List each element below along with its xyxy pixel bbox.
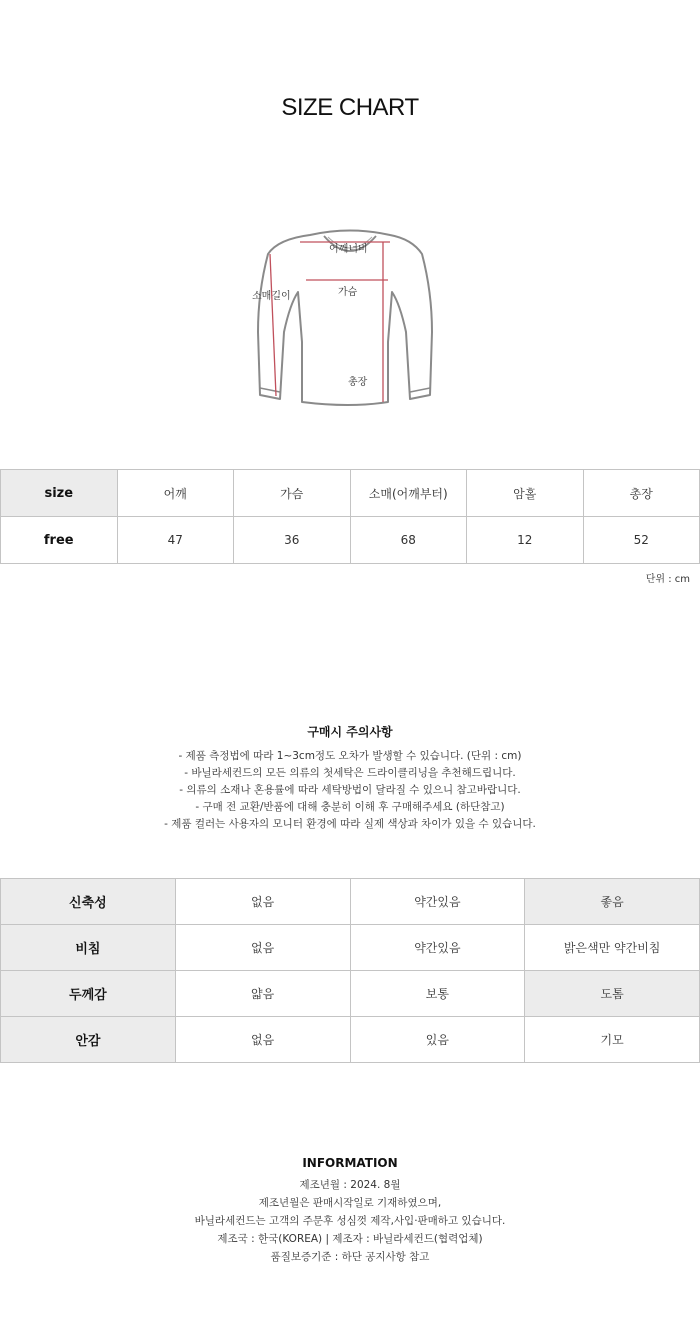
shoulder-value: 47 bbox=[117, 517, 234, 564]
table-row bbox=[1, 1017, 700, 1063]
property-option: 얇음 bbox=[175, 971, 350, 1017]
property-option: 밝은색만 약간비침 bbox=[525, 925, 700, 971]
information-line: 제조년월 : 2024. 8월 bbox=[299, 1179, 401, 1191]
armhole-header: 암홀 bbox=[467, 470, 584, 517]
size-header: size bbox=[1, 470, 118, 517]
property-option: 기모 bbox=[525, 1017, 700, 1063]
property-option: 약간있음 bbox=[350, 879, 525, 925]
fabric-properties-table bbox=[0, 878, 700, 1063]
thickness-label: 두께감 bbox=[1, 971, 176, 1017]
garment-diagram bbox=[240, 222, 460, 412]
notice-line: - 제품 측정법에 따라 1~3cm정도 오차가 발생할 수 있습니다. (단위 : cm) bbox=[178, 750, 522, 762]
table-row bbox=[1, 517, 700, 564]
notice-title: 구매시 주의사항 bbox=[307, 725, 393, 739]
information-line: 제조국 : 한국(KOREA) | 제조자 : 바닐라세컨드(협력업체) bbox=[217, 1233, 483, 1245]
shoulder-header: 어깨 bbox=[117, 470, 234, 517]
information-section bbox=[0, 1156, 700, 1266]
table-row bbox=[1, 879, 700, 925]
notice-line: - 바닐라세컨드의 모든 의류의 첫세탁은 드라이클리닝을 추천해드립니다. bbox=[184, 767, 516, 779]
information-title: INFORMATION bbox=[302, 1156, 398, 1170]
length-label: 총장 bbox=[348, 377, 368, 388]
information-line: 제조년월은 판매시작일로 기재하였으며, bbox=[258, 1197, 442, 1209]
sleeve-label: 소매길이 bbox=[252, 291, 291, 302]
armhole-value: 12 bbox=[467, 517, 584, 564]
length-value: 52 bbox=[583, 517, 700, 564]
sleeve-value: 68 bbox=[350, 517, 467, 564]
purchase-notice bbox=[0, 723, 700, 833]
unit-note: 단위 : cm bbox=[645, 574, 690, 585]
table-row bbox=[1, 971, 700, 1017]
property-option: 없음 bbox=[175, 879, 350, 925]
sleeve-header: 소매(어깨부터) bbox=[350, 470, 467, 517]
property-option: 없음 bbox=[175, 925, 350, 971]
shoulder-label: 어깨너비 bbox=[329, 244, 368, 255]
chest-header: 가슴 bbox=[234, 470, 351, 517]
property-option: 있음 bbox=[350, 1017, 525, 1063]
information-line: 품질보증기준 : 하단 공지사항 참고 bbox=[270, 1251, 430, 1263]
size-table bbox=[0, 469, 700, 564]
notice-line: - 의류의 소재나 혼용률에 따라 세탁방법이 달라질 수 있으니 참고바랍니다. bbox=[179, 784, 521, 796]
information-line: 바닐라세컨드는 고객의 주문후 성심껏 제작,사입·판매하고 있습니다. bbox=[194, 1215, 506, 1227]
page-title: SIZE CHART bbox=[281, 94, 419, 121]
property-option: 보통 bbox=[350, 971, 525, 1017]
property-option: 없음 bbox=[175, 1017, 350, 1063]
lining-label: 안감 bbox=[1, 1017, 176, 1063]
property-option-selected: 좋음 bbox=[525, 879, 700, 925]
size-value: free bbox=[1, 517, 118, 564]
property-option: 약간있음 bbox=[350, 925, 525, 971]
size-table-header-row bbox=[1, 470, 700, 517]
chest-value: 36 bbox=[234, 517, 351, 564]
measure-lines bbox=[270, 242, 390, 402]
length-header: 총장 bbox=[583, 470, 700, 517]
notice-line: - 제품 컬러는 사용자의 모니터 환경에 따라 실제 색상과 차이가 있을 수 있습니다. bbox=[164, 818, 536, 830]
notice-line: - 구매 전 교환/반품에 대해 충분히 이해 후 구매해주세요 (하단참고) bbox=[195, 801, 505, 813]
table-row bbox=[1, 925, 700, 971]
chest-label: 가슴 bbox=[338, 287, 358, 298]
stretch-label: 신축성 bbox=[1, 879, 176, 925]
property-option-selected: 도톰 bbox=[525, 971, 700, 1017]
sheerness-label: 비침 bbox=[1, 925, 176, 971]
